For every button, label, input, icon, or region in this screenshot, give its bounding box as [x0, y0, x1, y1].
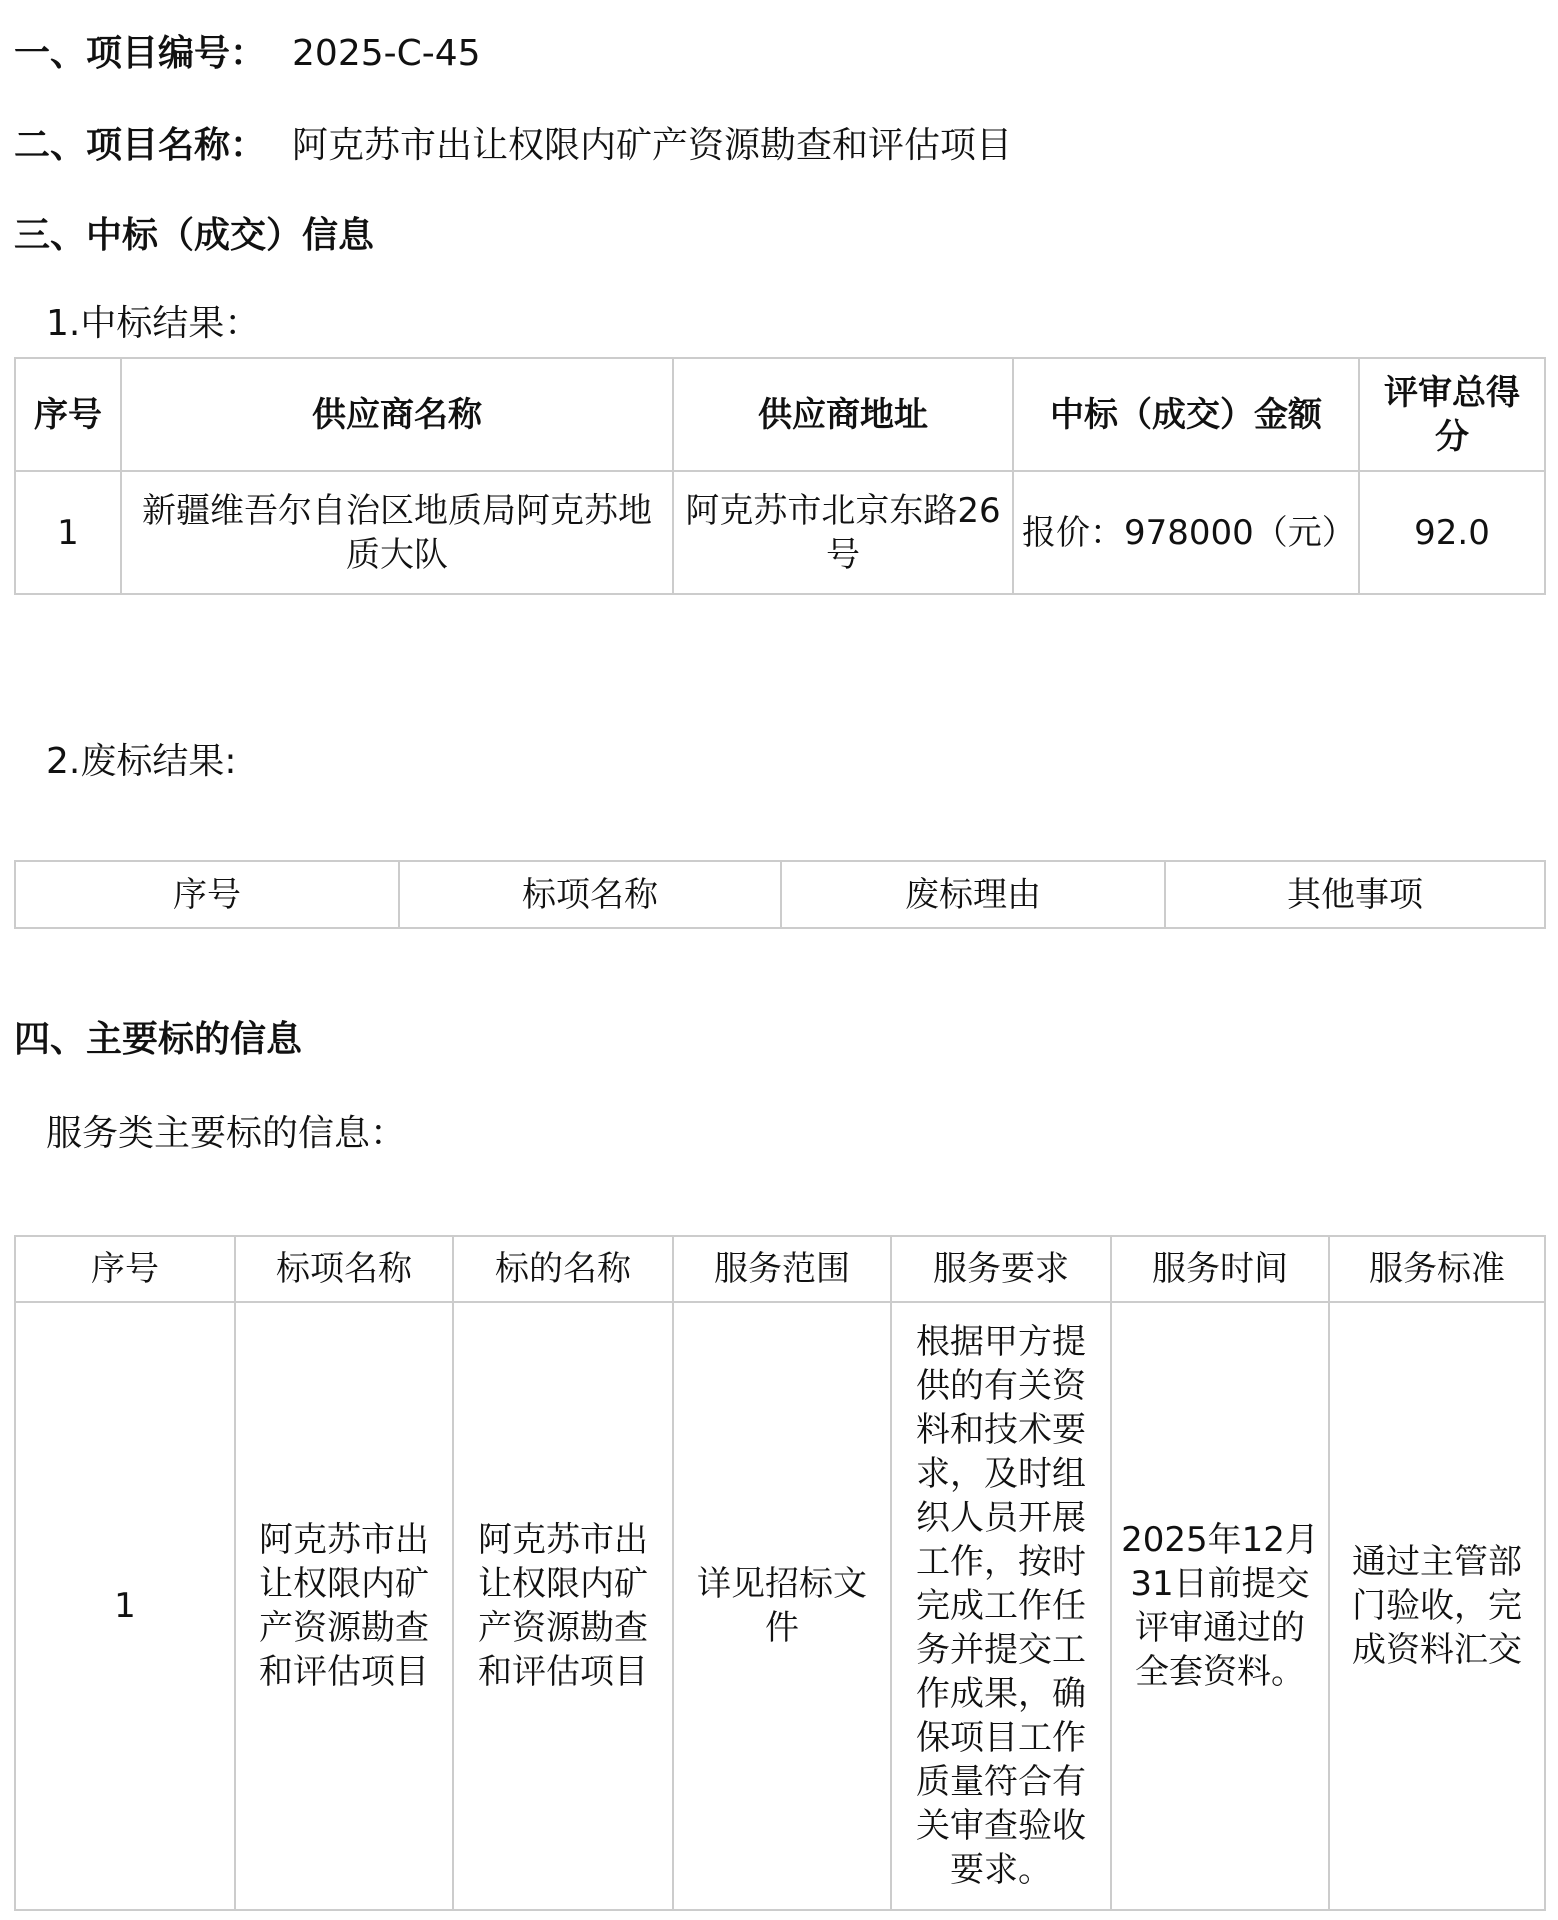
- project-name-label: 二、项目名称：: [14, 125, 267, 166]
- award-cell-supplier-address: 阿克苏市北京东路26号: [673, 471, 1013, 594]
- project-number-value: 2025-C-45: [292, 33, 481, 74]
- service-header-item-name: 标项名称: [235, 1236, 453, 1302]
- service-cell-seq: 1: [15, 1302, 235, 1910]
- award-result-label: 1.中标结果：: [46, 303, 261, 344]
- service-header-standard: 服务标准: [1329, 1236, 1545, 1302]
- service-header-scope: 服务范围: [673, 1236, 891, 1302]
- award-header-amount: 中标（成交）金额: [1013, 358, 1359, 471]
- award-cell-supplier-name: 新疆维吾尔自治区地质局阿克苏地质大队: [121, 471, 673, 594]
- award-result-table: [14, 357, 1546, 595]
- award-section-title-text: 三、中标（成交）信息: [14, 215, 375, 256]
- award-cell-score: 92.0: [1359, 471, 1545, 594]
- award-table-header-row: [15, 358, 1545, 471]
- subject-section-title: [14, 1016, 302, 1064]
- abandon-result-table: [14, 860, 1546, 929]
- abandon-header-seq: 序号: [15, 861, 399, 928]
- project-name-line: [14, 122, 1012, 170]
- award-header-supplier-address: 供应商地址: [673, 358, 1013, 471]
- service-info-label: 服务类主要标的信息：: [46, 1113, 407, 1154]
- award-header-score: 评审总得分: [1359, 358, 1545, 471]
- service-header-subject-name: 标的名称: [453, 1236, 673, 1302]
- service-table-header-row: [15, 1236, 1545, 1302]
- project-number-line: [14, 30, 481, 78]
- subject-section-title-text: 四、主要标的信息: [14, 1019, 303, 1060]
- service-cell-time: 2025年12月31日前提交评审通过的全套资料。: [1111, 1302, 1329, 1910]
- service-cell-scope: 详见招标文件: [673, 1302, 891, 1910]
- award-header-seq: 序号: [15, 358, 121, 471]
- service-header-requirement: 服务要求: [891, 1236, 1111, 1302]
- project-name-value: 阿克苏市出让权限内矿产资源勘查和评估项目: [292, 125, 1013, 166]
- project-number-label: 一、项目编号：: [14, 33, 267, 74]
- service-header-seq: 序号: [15, 1236, 235, 1302]
- award-cell-amount: 报价：978000（元）: [1013, 471, 1359, 594]
- abandon-table-header-row: [15, 861, 1545, 928]
- service-cell-requirement: 根据甲方提供的有关资料和技术要求，及时组织人员开展工作，按时完成工作任务并提交工作成果，确保项目工作质量符合有关审查验收要求。: [891, 1302, 1111, 1910]
- table-row: [15, 471, 1545, 594]
- award-header-supplier-name: 供应商名称: [121, 358, 673, 471]
- abandon-header-other: 其他事项: [1165, 861, 1545, 928]
- abandon-result-label: 2.废标结果:: [46, 741, 237, 782]
- service-cell-item-name: 阿克苏市出让权限内矿产资源勘查和评估项目: [235, 1302, 453, 1910]
- award-section-title: [14, 212, 374, 260]
- service-cell-standard: 通过主管部门验收，完成资料汇交: [1329, 1302, 1545, 1910]
- service-subject-table: [14, 1235, 1546, 1911]
- table-row: [15, 1302, 1545, 1910]
- abandon-header-item-name: 标项名称: [399, 861, 781, 928]
- service-cell-subject-name: 阿克苏市出让权限内矿产资源勘查和评估项目: [453, 1302, 673, 1910]
- award-cell-seq: 1: [15, 471, 121, 594]
- service-header-time: 服务时间: [1111, 1236, 1329, 1302]
- abandon-header-reason: 废标理由: [781, 861, 1165, 928]
